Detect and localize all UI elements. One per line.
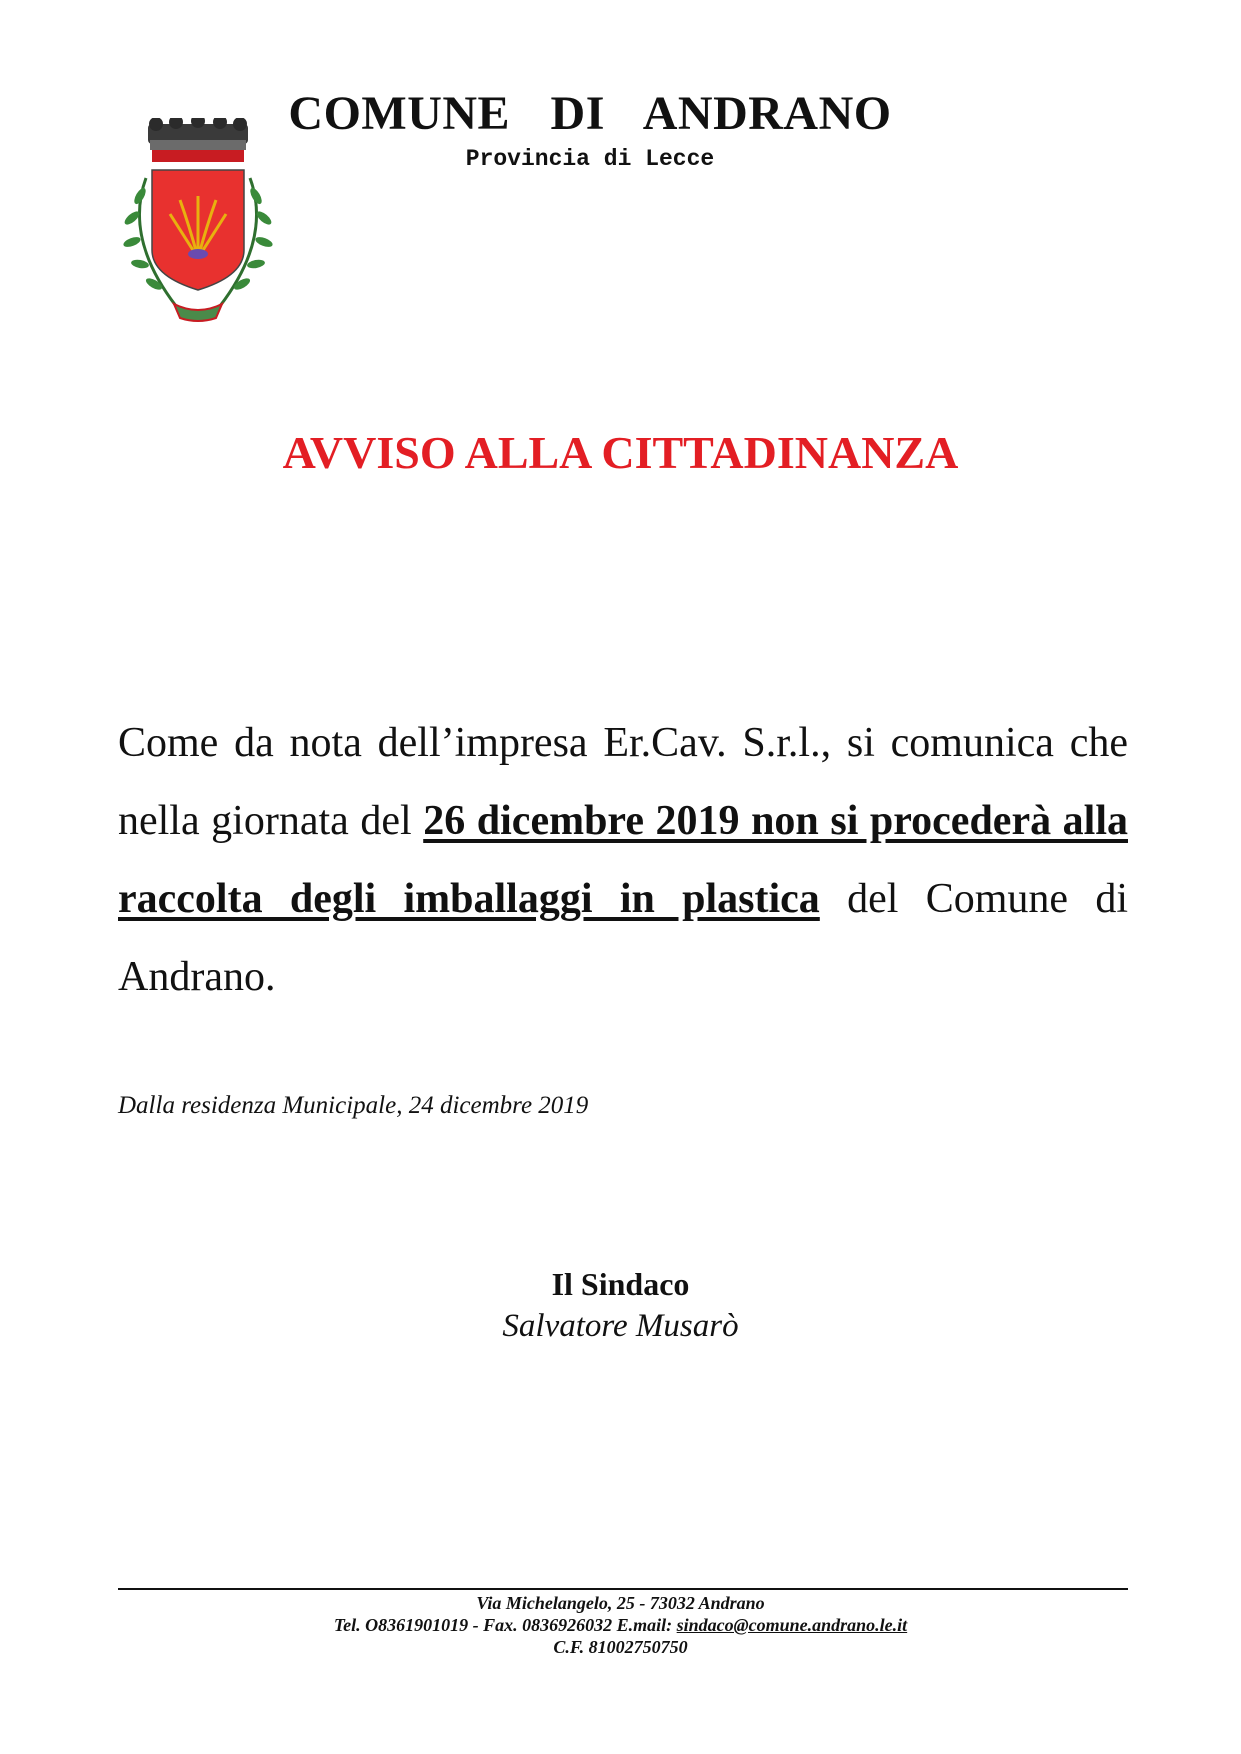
- footer-email-link[interactable]: sindaco@comune.andrano.le.it: [676, 1615, 908, 1635]
- province-name: Provincia di Lecce: [465, 146, 715, 172]
- signatory-role: Il Sindaco: [551, 1266, 690, 1302]
- municipality-name: COMUNE DI ANDRANO: [288, 87, 892, 140]
- footer-contacts: [0, 1615, 1241, 1636]
- notice-body-highlight: 26 dicembre 2019 non si procederà alla raccolta degli imballaggi in plastica: [118, 798, 1128, 922]
- footer-divider: [118, 1588, 1128, 1590]
- coat-of-arms-icon: [118, 118, 278, 328]
- notice-title: AVVISO ALLA CITTADINANZA: [282, 427, 959, 478]
- notice-body-outro: del Comune di Andrano.: [118, 876, 1128, 1000]
- footer-fiscal-code: C.F. 81002750750: [553, 1637, 688, 1657]
- crown-icon: [148, 118, 248, 162]
- signatory-name: Salvatore Musarò: [502, 1308, 739, 1344]
- footer-phone-fax: Tel. O8361901019 - Fax. 0836926032 E.mail:: [333, 1615, 677, 1635]
- notice-body: [118, 704, 1128, 1016]
- notice-body-intro: Come da nota dell’impresa Er.Cav. S.r.l., si comunica che nella giornata del: [118, 720, 1128, 844]
- footer-address: Via Michelangelo, 25 - 73032 Andrano: [476, 1593, 765, 1613]
- issue-place-date: Dalla residenza Municipale, 24 dicembre 2019: [118, 1092, 589, 1119]
